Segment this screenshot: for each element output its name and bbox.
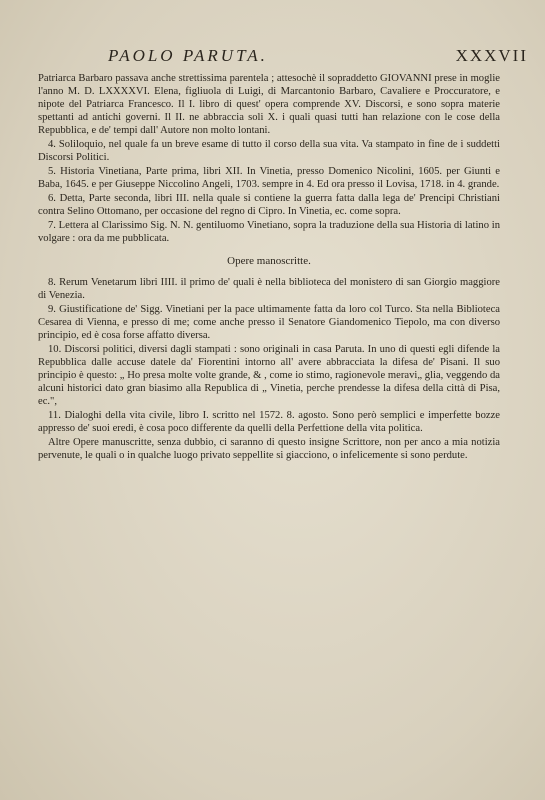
entry-10: 10. Discorsi politici, diversi dagli stampati : sono originali in casa Paruta. In uno di questi egli difende la Repubblica dalle accuse datele da' Fiorentini intorno all' avere abbracciata la difesa de' Pisani. Il suo principio è questo: „ Ho presa molte volte grande, & , come io stimo, ragionevole meravi„ glia, veggendo da alcuni historici dato gran biasimo alla Republica di „ Vinetia, perche prendesse la difesa della città di Pisa, ec.", — [38, 344, 500, 407]
closing-paragraph: Altre Opere manuscritte, senza dubbio, ci saranno di questo insigne Scrittore, non per anco a mia notizia pervenute, le quali o in qualche luogo privato seppellite si giacciono, o infelicemente si sono perdute. — [38, 437, 500, 461]
entry-5: 5. Historia Vinetiana, Parte prima, libri XII. In Vinetia, presso Domenico Nicolini, 1605. per Giunti e Baba, 1645. e per Giuseppe Niccolino Angeli, 1703. sempre in 4. Ed ora presso il Lovisa, 1718. in 4. grande. — [38, 166, 500, 190]
entry-7: 7. Lettera al Clarissimo Sig. N. N. gentiluomo Vinetiano, sopra la traduzione della sua Historia di latino in volgare : ora da me pubblicata. — [38, 220, 500, 244]
entry-8: 8. Rerum Venetarum libri IIII. il primo de' quali è nella biblioteca del monistero di san Giorgio maggiore di Venezia. — [38, 277, 500, 301]
running-header — [108, 46, 528, 66]
entry-4: 4. Soliloquio, nel quale fa un breve esame di tutto il corso della sua vita. Va stampato in fine de i suddetti Discorsi Politici. — [38, 139, 500, 163]
entry-6: 6. Detta, Parte seconda, libri III. nella quale si contiene la guerra fatta dalla lega de' Prencipi Christiani contra Selino Ottomano, per occasione del regno di Cipro. In Vinetia, ec. come sopra. — [38, 193, 500, 217]
running-title: PAOLO PARUTA. — [108, 46, 268, 65]
body-text — [38, 72, 500, 463]
paragraph-intro: Patriarca Barbaro passava anche strettissima parentela ; attesochè il sopraddetto GIOVANNI prese in moglie l'anno M. D. LXXXXVI. Elena, figliuola di Luigi, di Marcantonio Barbaro, Cavaliere e Proccuratore, e nipote del Patriarca Francesco. Il I. libro di quest' opera comprende XV. Discorsi, e sono sopra materie spettanti ad antichi governi. Il II. ne abbraccia soli X. i quali quasi tutti han relazione con le cose della Repubblica, e de' tempi dall' Autore non molto lontani. — [38, 73, 500, 136]
page-number: XXXVII — [455, 46, 528, 65]
entry-11: 11. Dialoghi della vita civile, libro I. scritto nel 1572. 8. agosto. Sono però semplici e imperfette bozze appresso de' suoi eredi, è cosa poco differente da quelli della Perfettione della vita politica. — [38, 410, 500, 434]
entry-9: 9. Giustificatione de' Sigg. Vinetiani per la pace ultimamente fatta da loro col Turco. Sta nella Biblioteca Cesarea di Vienna, e presso di me; come anche presso il Senatore Giandomenico Tiepolo, ma con diverso principio, ed è cosa forse affatto diversa. — [38, 304, 500, 341]
section-heading: Opere manoscritte. — [227, 255, 311, 267]
